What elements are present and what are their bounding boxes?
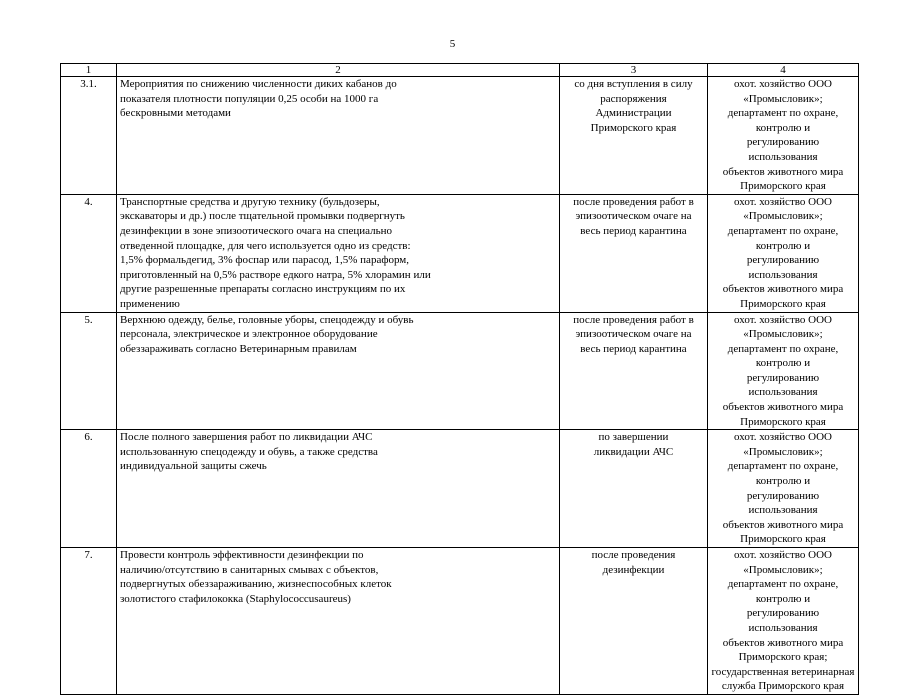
measure-term — [560, 77, 708, 195]
measure-description — [117, 77, 560, 195]
text-line: «Промысловик»; — [743, 563, 823, 576]
measure-term — [560, 312, 708, 430]
text-line: после проведения — [591, 549, 676, 561]
text-line: объектов животного мира — [722, 401, 844, 414]
table-row — [61, 312, 859, 430]
text-line: весь период карантина — [580, 342, 687, 355]
row-number: 7. — [61, 548, 117, 695]
measure-responsible — [708, 430, 859, 548]
text-line: «Промысловик»; — [743, 92, 823, 105]
text-line: Мероприятия по снижению численности диких кабанов до — [120, 78, 397, 90]
text-line: Приморского края — [740, 533, 826, 546]
row-number: 5. — [61, 312, 117, 430]
header-col-1: 1 — [61, 64, 117, 77]
text-line: регулированию использования — [746, 607, 820, 634]
text-line: применению — [120, 297, 180, 310]
text-line: обеззараживать согласно Ветеринарным правилам — [120, 342, 357, 355]
text-line: Приморского края — [740, 297, 826, 310]
text-line: охот. хозяйство ООО — [734, 313, 832, 326]
measure-term — [560, 194, 708, 312]
text-line: «Промысловик»; — [743, 445, 823, 458]
text-line: объектов животного мира — [722, 283, 844, 296]
text-line: персонала, электрическое и электронное оборудование — [120, 328, 378, 341]
text-line: бескровными методами — [120, 107, 231, 120]
text-line: регулированию использования — [746, 136, 820, 163]
text-line: Приморского края; — [738, 651, 828, 664]
measures-table — [60, 63, 859, 695]
text-line: Приморского края — [740, 415, 826, 428]
header-col-4: 4 — [708, 64, 859, 77]
measure-description — [117, 548, 560, 695]
row-number: 3.1. — [61, 77, 117, 195]
header-col-2: 2 — [117, 64, 560, 77]
table-row — [61, 548, 859, 695]
text-line: Транспортные средства и другую технику (бульдозеры, — [120, 195, 380, 208]
text-line: эпизоотическом очаге на — [575, 328, 692, 341]
table-row — [61, 430, 859, 548]
row-number: 4. — [61, 194, 117, 312]
measure-description — [117, 312, 560, 430]
text-line: служба Приморского края — [721, 680, 845, 693]
measure-responsible — [708, 312, 859, 430]
measure-responsible — [708, 548, 859, 695]
table-row — [61, 77, 859, 195]
header-row — [61, 64, 859, 77]
measure-term — [560, 548, 708, 695]
measure-description — [117, 430, 560, 548]
text-line: со дня вступления в силу — [574, 78, 693, 90]
text-line: объектов животного мира — [722, 518, 844, 531]
text-line: распоряжения — [600, 92, 667, 105]
measure-responsible — [708, 77, 859, 195]
text-line: подвергнутых обеззараживанию, жизнеспособных клеток — [120, 578, 392, 591]
text-line: Администрации — [595, 107, 672, 120]
text-line: Приморского края — [740, 180, 826, 193]
text-line: отведенной площадке, для чего используется одно из средств: — [120, 239, 411, 252]
text-line: весь период карантина — [580, 224, 687, 237]
text-line: Верхнюю одежду, белье, головные уборы, спецодежду и обувь — [120, 313, 414, 326]
text-line: департамент по охране, контролю и — [727, 107, 839, 134]
table-row — [61, 194, 859, 312]
text-line: дезинфекции — [602, 563, 665, 576]
measure-responsible — [708, 194, 859, 312]
text-line: регулированию использования — [746, 371, 820, 399]
text-line: «Промысловик»; — [743, 210, 823, 223]
text-line: объектов животного мира — [722, 165, 844, 178]
table-body — [61, 77, 859, 695]
text-line: после проведения работ в — [573, 313, 694, 326]
text-line: после проведения работ в — [573, 195, 694, 208]
text-line: индивидуальной защиты сжечь — [120, 460, 267, 473]
text-line: охот. хозяйство ООО — [734, 195, 832, 208]
measure-description — [117, 194, 560, 312]
text-line: охот. хозяйство ООО — [734, 549, 832, 561]
text-line: Провести контроль эффективности дезинфекции по — [120, 549, 364, 561]
text-line: по завершении — [598, 431, 669, 444]
text-line: департамент по охране, контролю и — [727, 460, 839, 488]
measure-term — [560, 430, 708, 548]
text-line: государственная ветеринарная — [711, 665, 855, 678]
header-col-3: 3 — [560, 64, 708, 77]
text-line: департамент по охране, контролю и — [727, 342, 839, 370]
text-line: департамент по охране, контролю и — [727, 224, 839, 252]
text-line: наличию/отсутствию в санитарных смывах с объектов, — [120, 563, 379, 576]
text-line: дезинфекции в зоне эпизоотического очага на специально — [120, 224, 392, 237]
text-line: Приморского края — [590, 121, 677, 134]
text-line: ликвидации АЧС — [593, 445, 674, 458]
text-line: охот. хозяйство ООО — [734, 78, 832, 90]
text-line: После полного завершения работ по ликвидации АЧС — [120, 431, 373, 444]
text-line: золотистого стафилококка (Staphylococcusaureus) — [120, 592, 351, 605]
row-number: 6. — [61, 430, 117, 548]
table-header — [61, 64, 859, 77]
text-line: охот. хозяйство ООО — [734, 431, 832, 444]
text-line: эпизоотическом очаге на — [575, 210, 692, 223]
text-line: 1,5% формальдегид, 3% фоспар или парасод, 1,5% параформ, — [120, 254, 409, 267]
text-line: приготовленный на 0,5% растворе едкого натра, 5% хлорамин или — [120, 268, 431, 281]
text-line: объектов животного мира — [722, 636, 844, 649]
text-line: показателя плотности популяции 0,25 особи на 1000 га — [120, 92, 379, 105]
page-number: 5 — [449, 38, 456, 50]
text-line: использованную спецодежду и обувь, а также средства — [120, 445, 378, 458]
text-line: экскаваторы и др.) после тщательной промывки подвергнуть — [120, 210, 405, 223]
text-line: «Промысловик»; — [743, 328, 823, 341]
text-line: регулированию использования — [746, 254, 820, 281]
text-line: департамент по охране, контролю и — [727, 578, 839, 605]
text-line: регулированию использования — [746, 489, 820, 517]
text-line: другие разрешенные препараты согласно инструкциям по их — [120, 283, 406, 296]
